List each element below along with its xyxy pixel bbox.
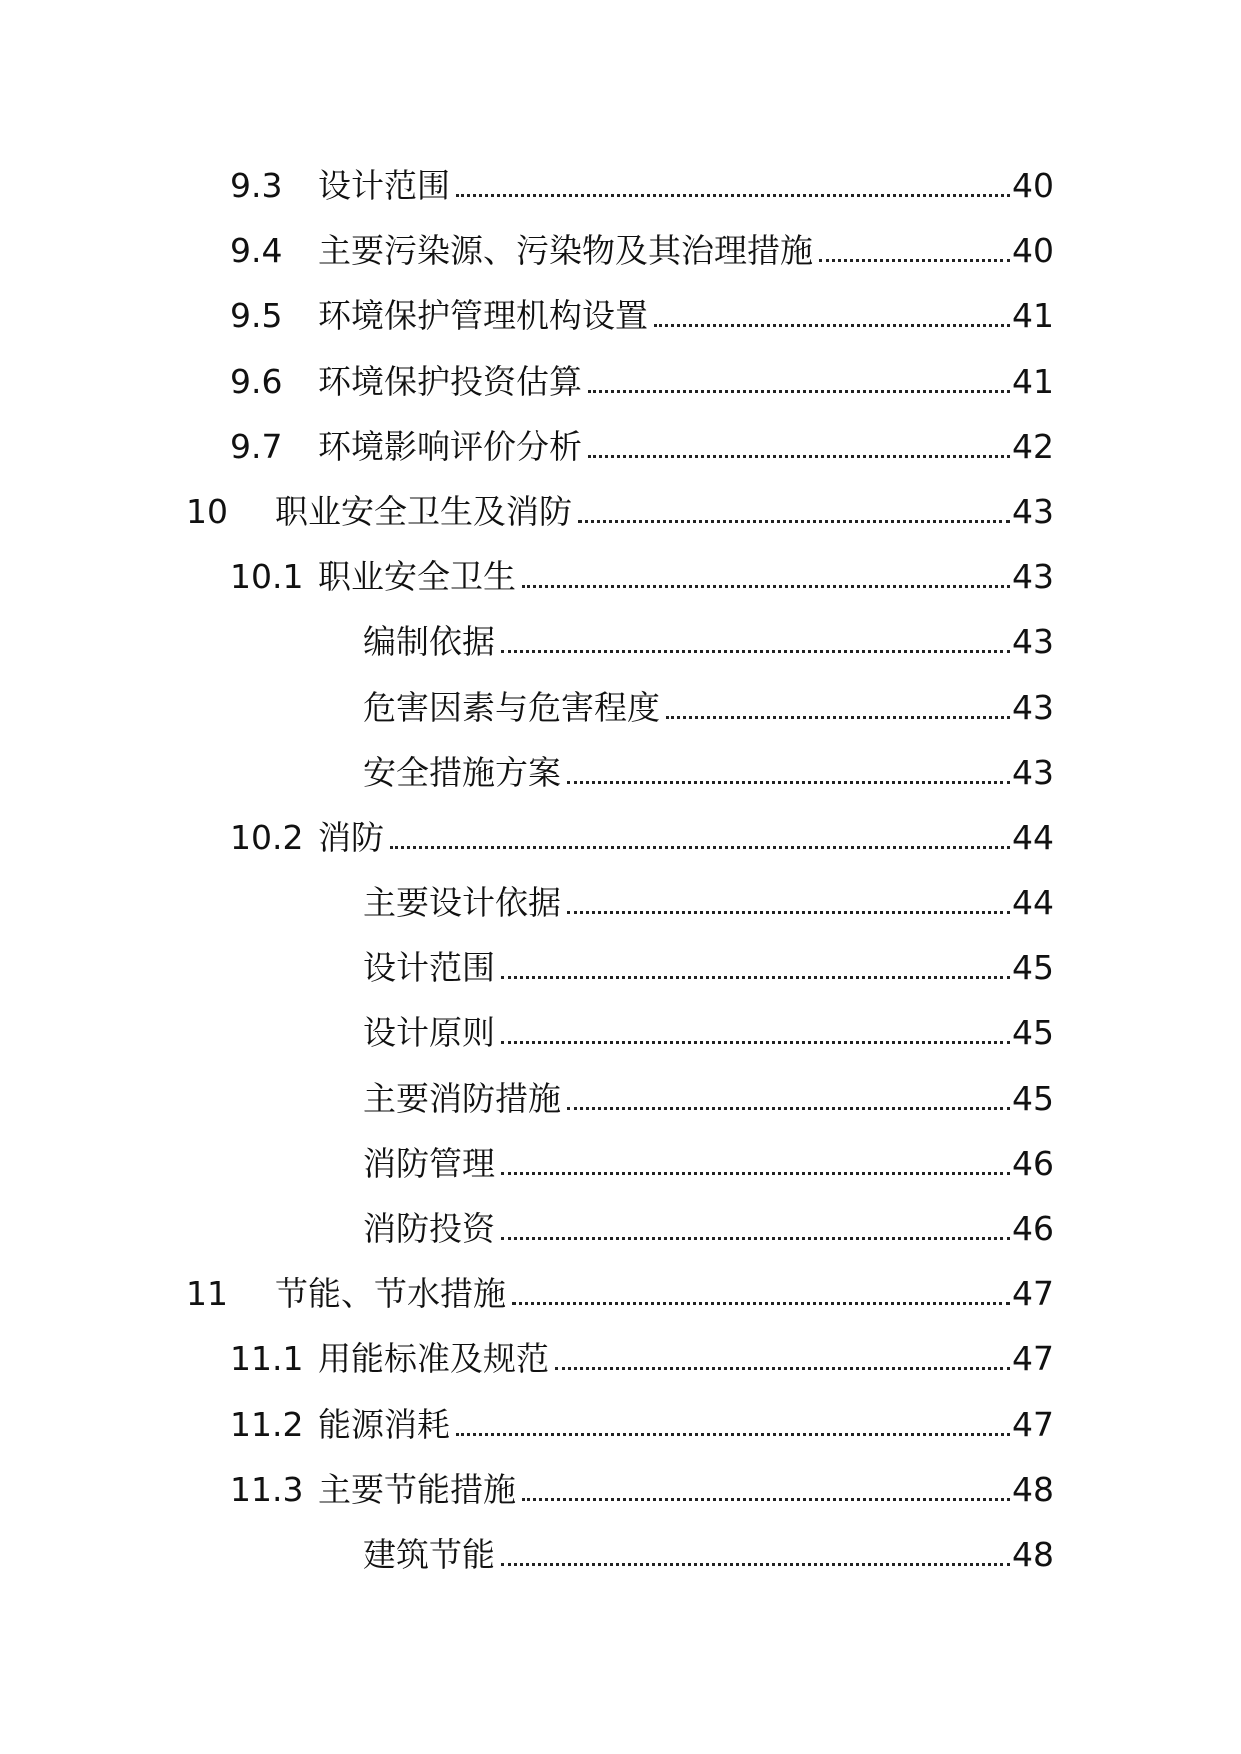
- toc-entry-page-number: 43: [1012, 752, 1054, 792]
- toc-entry-line: [318, 818, 1054, 858]
- toc-entry-title: 消防: [318, 818, 390, 858]
- toc-entry[interactable]: [0, 1393, 1241, 1458]
- toc-entry-number: 9.5: [230, 296, 283, 336]
- toc-entry-title: 设计原则: [363, 1013, 501, 1053]
- toc-entry[interactable]: [0, 415, 1241, 480]
- table-of-contents: [0, 154, 1241, 1588]
- toc-dot-leader: [567, 781, 1010, 784]
- toc-dot-leader: [456, 1433, 1010, 1436]
- toc-entry-page-number: 45: [1012, 948, 1054, 988]
- toc-entry-title: 建筑节能: [363, 1535, 501, 1575]
- toc-entry-number: 11.2: [230, 1404, 304, 1444]
- toc-entry-title: 职业安全卫生: [318, 557, 522, 597]
- toc-entry-title: 能源消耗: [318, 1405, 456, 1445]
- toc-entry-title: 设计范围: [363, 948, 501, 988]
- toc-entry-title: 设计范围: [318, 166, 456, 206]
- toc-entry-title: 主要消防措施: [363, 1079, 567, 1119]
- toc-dot-leader: [501, 1041, 1010, 1044]
- toc-entry-page-number: 42: [1012, 426, 1054, 466]
- toc-entry-line: [318, 166, 1054, 206]
- toc-entry-title: 环境保护投资估算: [318, 362, 588, 402]
- toc-entry-number: 9.3: [230, 166, 283, 205]
- toc-dot-leader: [522, 585, 1010, 588]
- toc-entry-page-number: 46: [1012, 1209, 1054, 1248]
- toc-entry-line: [363, 883, 1054, 923]
- toc-entry-line: [363, 1144, 1054, 1184]
- toc-dot-leader: [588, 390, 1010, 393]
- toc-entry-page-number: 47: [1012, 1274, 1054, 1314]
- toc-entry-line: [318, 1405, 1054, 1445]
- toc-dot-leader: [666, 716, 1010, 719]
- toc-entry-number: 11.3: [230, 1469, 304, 1509]
- toc-entry[interactable]: [0, 350, 1241, 415]
- toc-entry-line: [318, 362, 1054, 402]
- toc-entry[interactable]: [0, 1262, 1241, 1327]
- toc-entry-line: [318, 557, 1054, 597]
- toc-entry[interactable]: [0, 1067, 1241, 1132]
- toc-entry[interactable]: [0, 1327, 1241, 1392]
- toc-dot-leader: [819, 259, 1010, 262]
- toc-entry-title: 编制依据: [363, 622, 501, 662]
- toc-entry-page-number: 44: [1012, 883, 1054, 923]
- toc-entry-title: 主要污染源、污染物及其治理措施: [318, 231, 819, 271]
- toc-entry-page-number: 47: [1012, 1404, 1054, 1444]
- toc-entry-page-number: 43: [1012, 687, 1054, 727]
- toc-entry[interactable]: [0, 871, 1241, 936]
- toc-entry-page-number: 48: [1012, 1469, 1054, 1509]
- toc-dot-leader: [501, 976, 1010, 979]
- toc-dot-leader: [501, 650, 1010, 653]
- toc-entry-line: [318, 296, 1054, 336]
- toc-entry-page-number: 44: [1012, 817, 1054, 857]
- toc-entry-page-number: 43: [1012, 491, 1054, 531]
- toc-entry-title: 消防投资: [363, 1209, 501, 1249]
- toc-entry[interactable]: [0, 1001, 1241, 1066]
- toc-entry-number: 9.7: [230, 426, 283, 466]
- toc-dot-leader: [567, 911, 1010, 914]
- toc-entry[interactable]: [0, 154, 1241, 219]
- toc-entry-title: 消防管理: [363, 1144, 501, 1184]
- toc-entry-number: 11: [186, 1274, 228, 1314]
- toc-entry-line: [363, 1535, 1054, 1575]
- toc-entry-page-number: 40: [1012, 231, 1054, 271]
- toc-entry-title: 主要设计依据: [363, 883, 567, 923]
- toc-entry[interactable]: [0, 480, 1241, 545]
- toc-entry[interactable]: [0, 1523, 1241, 1588]
- toc-entry-number: 9.6: [230, 361, 283, 401]
- toc-entry-title: 用能标准及规范: [318, 1339, 555, 1379]
- toc-entry-title: 主要节能措施: [318, 1470, 522, 1510]
- toc-entry-page-number: 47: [1012, 1339, 1054, 1379]
- toc-dot-leader: [588, 455, 1010, 458]
- toc-entry-title: 安全措施方案: [363, 753, 567, 793]
- toc-entry-title: 危害因素与危害程度: [363, 688, 666, 728]
- toc-entry[interactable]: [0, 545, 1241, 610]
- toc-entry-title: 环境影响评价分析: [318, 427, 588, 467]
- toc-entry[interactable]: [0, 1197, 1241, 1262]
- toc-dot-leader: [501, 1172, 1010, 1175]
- toc-entry[interactable]: [0, 936, 1241, 1001]
- toc-entry-line: [318, 231, 1054, 271]
- toc-entry-page-number: 41: [1012, 296, 1054, 336]
- toc-dot-leader: [456, 194, 1010, 197]
- toc-dot-leader: [512, 1302, 1010, 1305]
- toc-entry-page-number: 46: [1012, 1143, 1054, 1183]
- toc-entry-page-number: 45: [1012, 1013, 1054, 1053]
- toc-entry-number: 10: [186, 491, 228, 531]
- toc-entry[interactable]: [0, 741, 1241, 806]
- toc-entry[interactable]: [0, 610, 1241, 675]
- toc-entry-page-number: 45: [1012, 1078, 1054, 1118]
- toc-entry[interactable]: [0, 806, 1241, 871]
- toc-entry-title: 节能、节水措施: [275, 1274, 512, 1314]
- toc-entry-page-number: 40: [1012, 166, 1054, 205]
- toc-entry[interactable]: [0, 1132, 1241, 1197]
- toc-entry[interactable]: [0, 284, 1241, 349]
- toc-entry-title: 职业安全卫生及消防: [275, 492, 578, 532]
- toc-entry[interactable]: [0, 1458, 1241, 1523]
- toc-entry[interactable]: [0, 676, 1241, 741]
- toc-entry-number: 10.2: [230, 817, 304, 857]
- toc-entry-number: 9.4: [230, 231, 283, 271]
- toc-dot-leader: [567, 1107, 1010, 1110]
- toc-entry-title: 环境保护管理机构设置: [318, 296, 654, 336]
- toc-entry-line: [363, 1079, 1054, 1119]
- toc-entry-page-number: 43: [1012, 557, 1054, 597]
- toc-dot-leader: [501, 1237, 1010, 1240]
- toc-entry-line: [275, 492, 1054, 532]
- toc-entry-number: 10.1: [230, 557, 304, 597]
- toc-entry-line: [363, 1209, 1054, 1249]
- toc-dot-leader: [390, 846, 1010, 849]
- toc-entry-line: [363, 753, 1054, 793]
- toc-entry-number: 11.1: [230, 1339, 304, 1379]
- toc-entry-line: [318, 1339, 1054, 1379]
- toc-entry-line: [363, 1013, 1054, 1053]
- toc-entry-line: [318, 427, 1054, 467]
- toc-entry[interactable]: [0, 219, 1241, 284]
- toc-entry-line: [363, 948, 1054, 988]
- toc-entry-page-number: 43: [1012, 622, 1054, 662]
- toc-entry-line: [363, 622, 1054, 662]
- toc-dot-leader: [555, 1367, 1010, 1370]
- toc-entry-line: [363, 688, 1054, 728]
- toc-entry-line: [275, 1274, 1054, 1314]
- toc-entry-line: [318, 1470, 1054, 1510]
- toc-entry-page-number: 48: [1012, 1534, 1054, 1574]
- toc-dot-leader: [654, 324, 1010, 327]
- toc-dot-leader: [501, 1563, 1010, 1566]
- toc-dot-leader: [522, 1498, 1010, 1501]
- toc-entry-page-number: 41: [1012, 361, 1054, 401]
- toc-dot-leader: [578, 520, 1010, 523]
